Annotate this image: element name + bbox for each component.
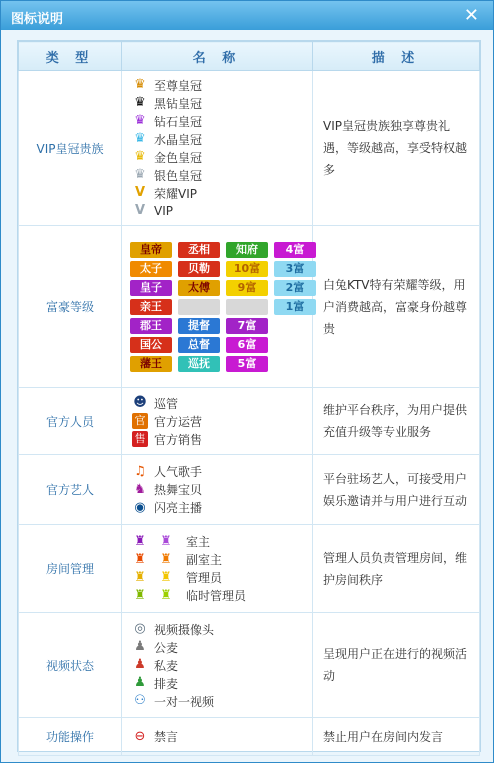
item-label: 一对一视频 xyxy=(154,694,215,709)
webcam-icon: ◎ xyxy=(134,621,146,636)
section-names xyxy=(122,71,313,226)
rich-badge: 2富 xyxy=(274,280,316,296)
section-desc: 平台驻场艺人，可接受用户娱乐邀请并与用户进行互动 xyxy=(313,455,480,525)
close-icon[interactable]: ✕ xyxy=(463,5,479,26)
empty-cell xyxy=(274,318,316,334)
section-type: 官方人员 xyxy=(19,388,122,455)
icon-table xyxy=(18,41,480,756)
list-item xyxy=(132,430,312,448)
public-mic-icon: ♟ xyxy=(134,639,146,654)
rich-badge: 4富 xyxy=(274,242,316,258)
rich-badge: 总督 xyxy=(178,337,220,353)
section-type: 富豪等级 xyxy=(19,226,122,388)
list-item xyxy=(132,728,312,746)
list-item xyxy=(132,551,312,569)
vice-owner-icon: ♜ xyxy=(134,551,146,567)
vice-owner-alt-icon: ♜ xyxy=(160,551,172,567)
rich-badge: 郡王 xyxy=(130,318,172,334)
list-item xyxy=(132,94,312,112)
rich-badge: 丞相 xyxy=(178,242,220,258)
item-label: 公麦 xyxy=(154,640,179,655)
rich-badge: 6富 xyxy=(226,337,268,353)
list-item xyxy=(132,112,312,130)
temp-manager-icon: ♜ xyxy=(134,587,146,603)
list-item xyxy=(132,166,312,184)
list-item xyxy=(132,674,312,692)
owner-alt-icon: ♜ xyxy=(160,533,172,549)
crystal-crown-icon: ♛ xyxy=(134,131,146,146)
section-type: 视频状态 xyxy=(19,613,122,718)
item-label: 管理员 xyxy=(186,571,223,585)
silver-crown-icon: ♛ xyxy=(134,167,146,182)
rich-badge: 贝勒 xyxy=(178,261,220,277)
header-name: 名 称 xyxy=(122,42,313,71)
section-names xyxy=(122,718,313,756)
list-item xyxy=(132,148,312,166)
black-crown-icon: ♛ xyxy=(134,95,146,110)
rich-badge: 3富 xyxy=(274,261,316,277)
gold-crown-icon: ♛ xyxy=(134,77,146,92)
music-note-icon: ♫ xyxy=(134,463,146,479)
titlebar[interactable] xyxy=(1,1,493,30)
section-names xyxy=(122,455,313,525)
rich-badge: 藩王 xyxy=(130,356,172,372)
item-label: 巡管 xyxy=(154,396,179,411)
list-item xyxy=(132,76,312,94)
temp-manager-alt-icon: ♜ xyxy=(160,587,172,603)
rich-badge: 巡抚 xyxy=(178,356,220,372)
item-label: 官方运营 xyxy=(154,414,203,429)
host-icon: ◉ xyxy=(134,499,146,515)
rich-badge: 10富 xyxy=(226,261,268,277)
section-desc: 禁止用户在房间内发言 xyxy=(313,718,480,756)
item-label: VIP xyxy=(154,204,173,218)
rich-badge xyxy=(226,299,268,315)
section-type: 房间管理 xyxy=(19,525,122,613)
list-item xyxy=(132,638,312,656)
section-type: VIP皇冠贵族 xyxy=(19,71,122,226)
rich-badge: 国公 xyxy=(130,337,172,353)
rich-badge: 皇子 xyxy=(130,280,172,296)
list-item xyxy=(132,533,312,551)
list-item xyxy=(132,202,312,220)
rich-badge: 亲王 xyxy=(130,299,172,315)
item-label: 禁言 xyxy=(154,730,179,744)
gold-vip-icon: V xyxy=(134,185,146,200)
dancer-icon: ♞ xyxy=(134,481,146,497)
manager-alt-icon: ♜ xyxy=(160,569,172,585)
section-badges xyxy=(122,226,313,388)
list-item xyxy=(132,394,312,412)
rich-badge: 太子 xyxy=(130,261,172,277)
rich-badge: 7富 xyxy=(226,318,268,334)
header-desc: 描 述 xyxy=(313,42,480,71)
item-label: 黑钻皇冠 xyxy=(154,96,203,111)
patrol-icon: ☻ xyxy=(133,395,147,410)
rich-badge: 皇帝 xyxy=(130,242,172,258)
list-item xyxy=(132,620,312,638)
rich-badge: 9富 xyxy=(226,280,268,296)
window-title: 图标说明 xyxy=(11,12,64,27)
item-label: 视频摄像头 xyxy=(154,622,215,637)
silver-vip-icon: V xyxy=(134,203,146,218)
empty-cell xyxy=(274,356,316,372)
list-item xyxy=(132,481,312,499)
sales-icon: 售 xyxy=(132,431,148,447)
item-label: 人气歌手 xyxy=(154,465,203,479)
list-item xyxy=(132,184,312,202)
gold-crown-small-icon: ♛ xyxy=(134,149,146,164)
mute-icon: ⊖ xyxy=(134,728,146,744)
list-item xyxy=(132,130,312,148)
manager-icon: ♜ xyxy=(134,569,146,585)
icon-table-panel xyxy=(17,40,481,752)
item-label: 室主 xyxy=(186,535,211,549)
list-item xyxy=(132,692,312,710)
section-desc: VIP皇冠贵族独享尊贵礼遇，等级越高，享受特权越多 xyxy=(313,71,480,226)
rich-badge: 知府 xyxy=(226,242,268,258)
item-label: 钻石皇冠 xyxy=(154,114,203,129)
item-label: 金色皇冠 xyxy=(154,150,203,165)
section-desc: 管理人员负责管理房间，维护房间秩序 xyxy=(313,525,480,613)
section-names xyxy=(122,525,313,613)
owner-icon: ♜ xyxy=(134,533,146,549)
rich-badge: 1富 xyxy=(274,299,316,315)
section-names xyxy=(122,613,313,718)
section-desc: 呈现用户正在进行的视频活动 xyxy=(313,613,480,718)
item-label: 至尊皇冠 xyxy=(154,78,203,93)
one-on-one-icon: ⚇ xyxy=(134,693,146,708)
section-desc: 白兔KTV特有荣耀等级，用户消费越高，富豪身份越尊贵 xyxy=(313,226,480,388)
item-label: 闪亮主播 xyxy=(154,501,203,515)
item-label: 热舞宝贝 xyxy=(154,483,203,497)
purple-crown-icon: ♛ xyxy=(134,113,146,128)
empty-cell xyxy=(274,337,316,353)
official-icon: 官 xyxy=(132,413,148,429)
list-item xyxy=(132,463,312,481)
queue-mic-icon: ♟ xyxy=(134,675,146,690)
section-type: 功能操作 xyxy=(19,718,122,756)
header-type: 类 型 xyxy=(19,42,122,71)
item-label: 私麦 xyxy=(154,658,179,673)
rich-badge: 提督 xyxy=(178,318,220,334)
rich-level-badges xyxy=(122,236,312,378)
list-item xyxy=(132,587,312,605)
section-names xyxy=(122,388,313,455)
rich-badge: 5富 xyxy=(226,356,268,372)
list-item xyxy=(132,412,312,430)
list-item xyxy=(132,499,312,517)
item-label: 副室主 xyxy=(186,553,223,567)
rich-badge: 太傅 xyxy=(178,280,220,296)
item-label: 水晶皇冠 xyxy=(154,132,203,147)
item-label: 临时管理员 xyxy=(186,589,247,603)
item-label: 荣耀VIP xyxy=(154,186,197,201)
list-item xyxy=(132,569,312,587)
item-label: 排麦 xyxy=(154,676,179,691)
item-label: 官方销售 xyxy=(154,432,203,447)
list-item xyxy=(132,656,312,674)
private-mic-icon: ♟ xyxy=(134,657,146,672)
item-label: 银色皇冠 xyxy=(154,168,203,183)
section-desc: 维护平台秩序，为用户提供充值升级等专业服务 xyxy=(313,388,480,455)
rich-badge xyxy=(178,299,220,315)
section-type: 官方艺人 xyxy=(19,455,122,525)
